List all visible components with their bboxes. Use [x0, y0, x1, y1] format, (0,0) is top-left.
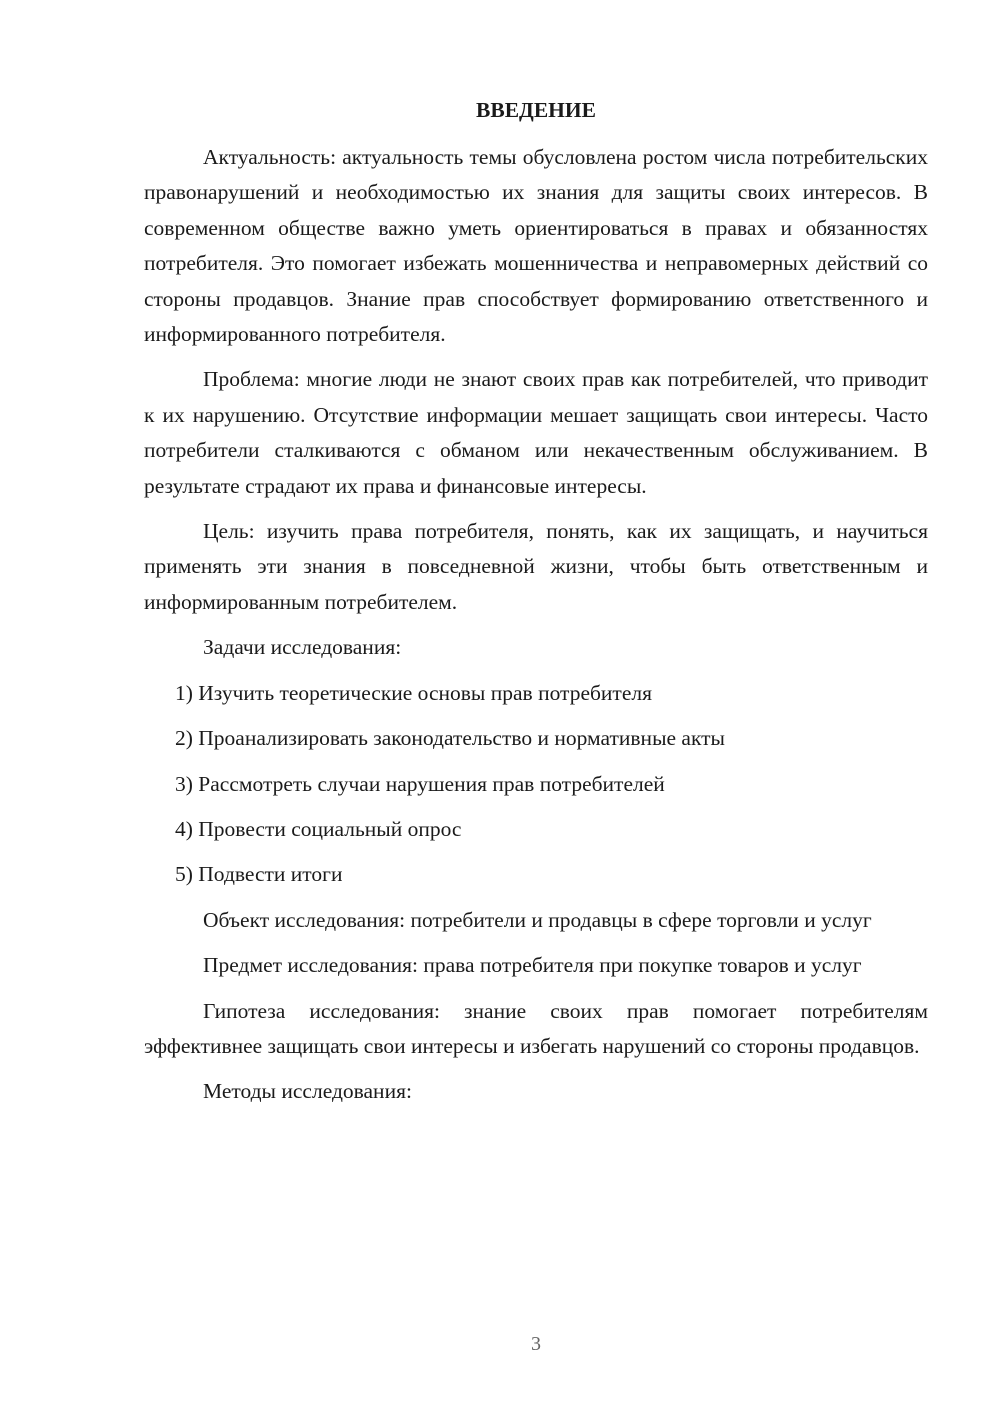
methods-heading: Методы исследования: — [203, 1079, 412, 1104]
paragraph-hypothesis: Гипотеза исследования: знание своих прав помогает потребителям эффективнее защищать свои интересы и избегать нарушений со стороны продавцов. — [144, 998, 928, 1058]
paragraph-problem: Проблема: многие люди не знают своих прав как потребителей, что приводит к их нарушению. Отсутствие информации мешает защищать свои интересы. Часто потребители сталкиваются с обманом или некачественным обслуживанием. В результате страдают их права и финансовые интересы. — [144, 367, 928, 498]
paragraph-goal: Цель: изучить права потребителя, понять, как их защищать, и научиться применять эти знания в повседневной жизни, чтобы быть ответственным и информированным потребителем. — [144, 519, 928, 614]
task-item-2: 2) Проанализировать законодательство и нормативные акты — [175, 726, 725, 751]
paragraph-relevance: Актуальность: актуальность темы обусловлена ростом числа потребительских правонарушений и необходимостью их знания для защиты своих интересов. В современном обществе важно уметь ориентироваться в правах и обязанностях потребителя. Это помогает избежать мошенничества и неправомерных действий со стороны продавцов. Знание прав способствует формированию ответственного и информированного потребителя. — [144, 145, 928, 347]
page-content — [144, 94, 928, 1120]
task-item-1: 1) Изучить теоретические основы прав потребителя — [175, 680, 652, 705]
task-item-4: 4) Провести социальный опрос — [175, 816, 462, 841]
paragraph-object: Объект исследования: потребители и продавцы в сфере торговли и услуг — [203, 907, 872, 932]
task-item-3: 3) Рассмотреть случаи нарушения прав потребителей — [175, 771, 665, 796]
section-title: ВВЕДЕНИЕ — [476, 98, 596, 122]
tasks-heading: Задачи исследования: — [203, 635, 402, 660]
task-item-5: 5) Подвести итоги — [175, 862, 343, 887]
page-number: 3 — [531, 1333, 541, 1355]
paragraph-subject: Предмет исследования: права потребителя при покупке товаров и услуг — [203, 953, 862, 978]
